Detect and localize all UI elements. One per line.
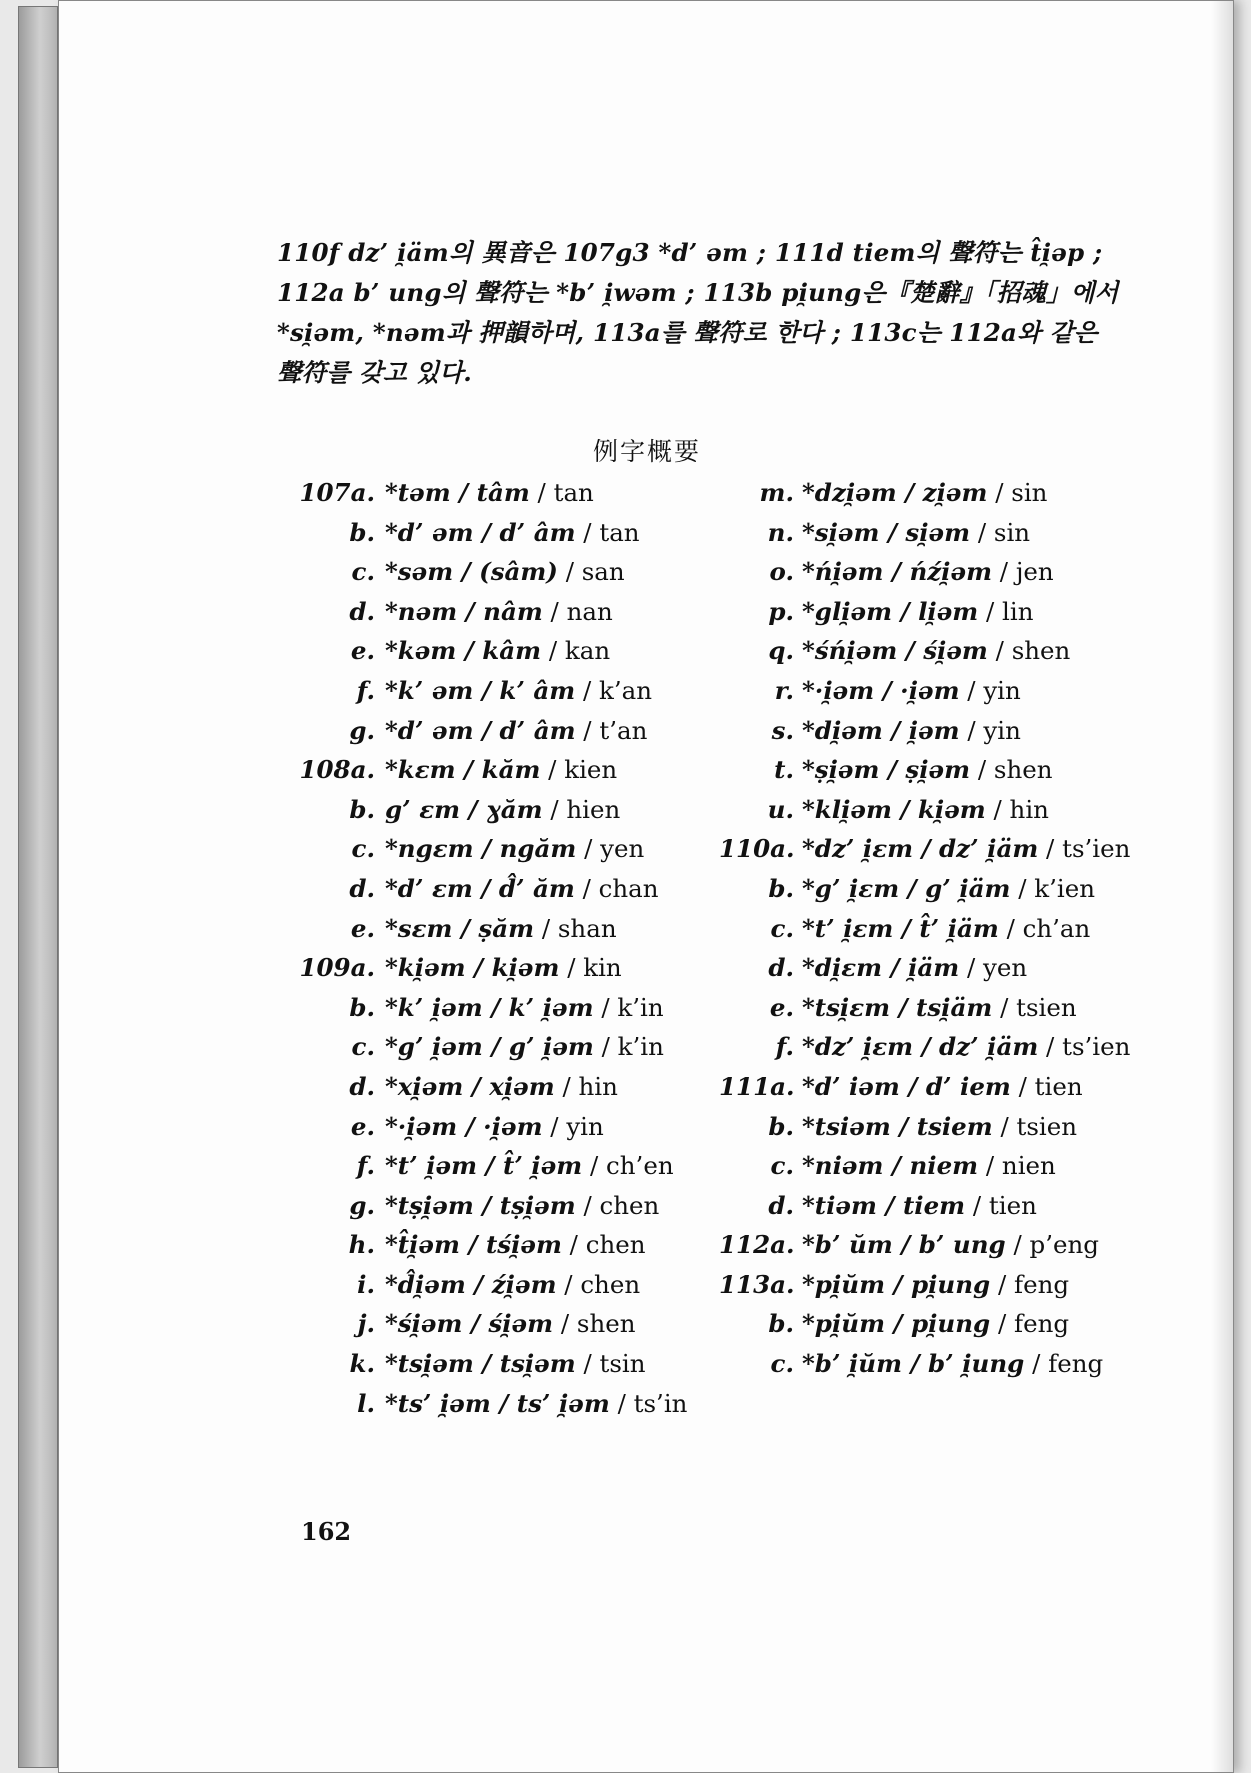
entry-row bbox=[719, 1107, 1189, 1147]
entry-reading: / k’an bbox=[575, 675, 653, 705]
entry-label: k. bbox=[349, 1349, 375, 1379]
entry-label: g. bbox=[349, 1190, 375, 1220]
entry-form: *ńi̯əm / ńźi̯əm bbox=[802, 557, 992, 587]
entry-reading: / tan bbox=[529, 478, 594, 507]
section-heading: 例字概要 bbox=[592, 437, 701, 466]
entry-row bbox=[289, 909, 739, 949]
entry-form: *g’ i̯ɛm / g’ i̯äm bbox=[802, 873, 1011, 903]
entry-reading: / tsin bbox=[575, 1349, 646, 1379]
entry-form: *·i̯əm / ·i̯əm bbox=[802, 675, 960, 705]
entry-label: m. bbox=[759, 478, 794, 507]
entry-label: d. bbox=[768, 1190, 794, 1220]
entry-reading: / feng bbox=[990, 1309, 1070, 1339]
entry-label: 112a. bbox=[719, 1230, 795, 1260]
entry-form: *t’ i̯əm / t̂’ i̯əm bbox=[385, 1151, 583, 1181]
entry-row bbox=[719, 1146, 1189, 1186]
entry-form: *tsiəm / tsiem bbox=[802, 1111, 993, 1141]
entry-reading: / yin bbox=[959, 715, 1021, 745]
entry-reading: / k’in bbox=[593, 992, 664, 1022]
entry-label: j. bbox=[357, 1309, 375, 1339]
entry-form: *ki̯əm / ki̯əm bbox=[385, 953, 560, 983]
entry-form: *g’ i̯əm / g’ i̯əm bbox=[385, 1032, 594, 1062]
entry-reading: / p’eng bbox=[1005, 1230, 1099, 1260]
entry-row bbox=[289, 1384, 739, 1424]
entry-reading: / yen bbox=[959, 953, 1028, 983]
entry-form: *təm / tâm bbox=[385, 478, 530, 507]
entry-label: d. bbox=[349, 1071, 375, 1101]
entry-reading: / feng bbox=[990, 1269, 1070, 1299]
entry-reading: / nien bbox=[978, 1151, 1056, 1181]
entry-form: *tiəm / tiem bbox=[802, 1190, 966, 1220]
entry-row bbox=[289, 790, 739, 830]
entry-reading: / nan bbox=[542, 596, 613, 626]
entry-reading: / shan bbox=[534, 913, 617, 943]
paragraph-line: *si̯əm, *nəm과 押韻하며, 113a를 聲符로 한다 ; 113c는 112a와 같은 bbox=[277, 318, 1098, 347]
entry-label: 111a. bbox=[719, 1071, 795, 1101]
entry-form: *k’ i̯əm / k’ i̯əm bbox=[385, 992, 594, 1022]
entry-row bbox=[719, 829, 1189, 869]
entry-row bbox=[719, 1265, 1189, 1305]
entry-row bbox=[719, 513, 1189, 553]
entry-row bbox=[719, 869, 1189, 909]
entry-form: *dz’ i̯ɛm / dz’ i̯äm bbox=[802, 834, 1039, 864]
entry-form: *śńi̯əm / śi̯əm bbox=[802, 636, 988, 666]
entry-reading: / feng bbox=[1024, 1349, 1104, 1379]
entry-row bbox=[719, 909, 1189, 949]
entry-label: e. bbox=[350, 913, 375, 943]
entry-row bbox=[719, 750, 1189, 790]
entry-reading: / shen bbox=[553, 1309, 636, 1339]
entry-reading: / chan bbox=[574, 873, 659, 903]
entry-row bbox=[719, 1186, 1189, 1226]
entry-label: i. bbox=[357, 1269, 375, 1299]
entry-row bbox=[289, 1225, 739, 1265]
entry-label: b. bbox=[768, 1309, 794, 1339]
entry-reading: / chen bbox=[561, 1230, 646, 1260]
entry-row bbox=[719, 631, 1189, 671]
entry-row bbox=[719, 790, 1189, 830]
entry-reading: / hien bbox=[542, 794, 621, 824]
entry-label: t. bbox=[774, 755, 794, 785]
entry-row bbox=[289, 1067, 739, 1107]
entry-form: *kəm / kâm bbox=[385, 636, 542, 666]
entries-left-column bbox=[289, 473, 739, 1423]
entry-row bbox=[289, 1146, 739, 1186]
entries-right-column bbox=[719, 473, 1189, 1384]
entry-reading: / tan bbox=[575, 517, 640, 547]
body-paragraph bbox=[277, 233, 1167, 393]
entry-label: d. bbox=[349, 596, 375, 626]
entry-reading: / hin bbox=[985, 794, 1049, 824]
entry-row bbox=[289, 948, 739, 988]
entry-form: *ṣi̯əm / ṣi̯əm bbox=[802, 755, 971, 785]
entry-row bbox=[719, 473, 1189, 513]
entry-row bbox=[289, 473, 739, 513]
entry-label: f. bbox=[775, 1032, 794, 1062]
entry-row bbox=[719, 1304, 1189, 1344]
entry-form: *xi̯əm / xi̯əm bbox=[385, 1071, 555, 1101]
entry-label: o. bbox=[769, 557, 794, 587]
entry-form: *d̂i̯əm / źi̯əm bbox=[385, 1269, 557, 1299]
entry-form: *tsi̯əm / tsi̯əm bbox=[385, 1349, 576, 1379]
entry-row bbox=[719, 671, 1189, 711]
entry-form: *d’ iəm / d’ iem bbox=[802, 1071, 1011, 1101]
entry-label: s. bbox=[771, 715, 794, 745]
entry-reading: / ch’an bbox=[998, 913, 1091, 943]
entry-label: f. bbox=[356, 1151, 375, 1181]
entry-label: b. bbox=[349, 517, 375, 547]
entry-form: *d’ əm / d’ âm bbox=[385, 517, 576, 547]
entry-row bbox=[289, 592, 739, 632]
entry-row bbox=[719, 1225, 1189, 1265]
entry-row bbox=[719, 592, 1189, 632]
entry-form: *səm / (sâm) bbox=[385, 557, 558, 587]
entry-label: d. bbox=[768, 953, 794, 983]
entry-reading: / lin bbox=[978, 596, 1034, 626]
entry-reading: / shen bbox=[987, 636, 1071, 666]
entry-label: p. bbox=[768, 596, 794, 626]
entry-form: *di̯əm / i̯əm bbox=[802, 715, 960, 745]
entry-form: *śi̯əm / śi̯əm bbox=[385, 1309, 554, 1339]
entry-row bbox=[289, 869, 739, 909]
entry-form: *ts’ i̯əm / ts’ i̯əm bbox=[385, 1388, 610, 1418]
entry-row bbox=[719, 1344, 1189, 1384]
entry-row bbox=[719, 552, 1189, 592]
entry-label: 113a. bbox=[719, 1269, 795, 1299]
entry-label: e. bbox=[769, 992, 794, 1022]
entry-row bbox=[289, 988, 739, 1028]
entry-reading: / tsien bbox=[992, 992, 1077, 1022]
entry-reading: / k’ien bbox=[1010, 873, 1096, 903]
entry-form: *b’ ŭm / b’ ung bbox=[802, 1230, 1006, 1260]
entry-form: *t̂i̯əm / tśi̯əm bbox=[385, 1230, 562, 1260]
entry-label: f. bbox=[356, 675, 375, 705]
entry-label: 110a. bbox=[719, 834, 795, 864]
entry-row bbox=[289, 552, 739, 592]
entry-row bbox=[719, 948, 1189, 988]
entry-reading: / kien bbox=[540, 755, 618, 785]
entry-row bbox=[719, 1067, 1189, 1107]
entry-reading: / ts’in bbox=[609, 1388, 688, 1418]
entry-form: *niəm / niem bbox=[802, 1151, 979, 1181]
entry-label: q. bbox=[768, 636, 794, 666]
entry-form: g’ ɛm / ɣăm bbox=[385, 794, 543, 824]
entry-form: *tṣi̯əm / tṣi̯əm bbox=[385, 1190, 576, 1220]
entry-label: c. bbox=[770, 1151, 794, 1181]
entry-label: d. bbox=[349, 873, 375, 903]
entry-label: b. bbox=[768, 1111, 794, 1141]
paragraph-line: 聲符를 갖고 있다. bbox=[277, 358, 472, 387]
entry-label: e. bbox=[350, 1111, 375, 1141]
entry-reading: / chen bbox=[575, 1190, 660, 1220]
entry-label: c. bbox=[770, 1349, 794, 1379]
entry-form: *b’ i̯ŭm / b’ i̯ung bbox=[802, 1349, 1025, 1379]
entry-form: *si̯əm / si̯əm bbox=[802, 517, 971, 547]
entry-reading: / jen bbox=[992, 557, 1054, 587]
entry-label: b. bbox=[349, 992, 375, 1022]
entry-row bbox=[289, 1265, 739, 1305]
paragraph-line: 110f dz’ i̯äm의 異音은 107g3 *d’ əm ; 111d tiem의 聲符는 t̂i̯əp ; bbox=[277, 238, 1103, 267]
entry-label: c. bbox=[351, 1032, 375, 1062]
entry-form: *t’ i̯ɛm / t̂’ i̯äm bbox=[802, 913, 999, 943]
entry-row bbox=[289, 1027, 739, 1067]
entry-label: b. bbox=[349, 794, 375, 824]
entry-reading: / ch’en bbox=[582, 1151, 674, 1181]
entry-reading: / yin bbox=[959, 675, 1021, 705]
entry-label: c. bbox=[351, 834, 375, 864]
entry-label: h. bbox=[348, 1230, 375, 1260]
entry-reading: / shen bbox=[970, 755, 1053, 785]
entry-reading: / yin bbox=[542, 1111, 604, 1141]
entry-form: *sɛm / ṣăm bbox=[385, 913, 535, 943]
entry-label: n. bbox=[767, 517, 794, 547]
entry-label: l. bbox=[357, 1388, 375, 1418]
entry-form: *pi̯ŭm / pi̯ung bbox=[802, 1269, 991, 1299]
entry-form: *gli̯əm / li̯əm bbox=[802, 596, 979, 626]
entry-form: *d’ əm / d’ âm bbox=[385, 715, 576, 745]
page-edge-shadow bbox=[1211, 1, 1233, 1772]
entry-label: 109a. bbox=[299, 953, 375, 983]
paragraph-line: 112a b’ ung의 聲符는 *b’ i̯wəm ; 113b pi̯ung은『楚辭』「招魂」에서 bbox=[277, 278, 1119, 307]
entry-row bbox=[289, 750, 739, 790]
entry-reading: / k’in bbox=[593, 1032, 664, 1062]
entry-reading: / sin bbox=[970, 517, 1031, 547]
entry-row bbox=[289, 631, 739, 671]
entry-form: *tsi̯ɛm / tsi̯äm bbox=[802, 992, 993, 1022]
entry-form: *ngɛm / ngăm bbox=[385, 834, 577, 864]
entry-form: *·i̯əm / ·i̯əm bbox=[385, 1111, 543, 1141]
entry-label: e. bbox=[350, 636, 375, 666]
entry-reading: / tsien bbox=[992, 1111, 1078, 1141]
entry-reading: / hin bbox=[554, 1071, 618, 1101]
entry-label: u. bbox=[767, 794, 794, 824]
entry-form: *pi̯ŭm / pi̯ung bbox=[802, 1309, 991, 1339]
entry-label: c. bbox=[770, 913, 794, 943]
entry-row bbox=[289, 513, 739, 553]
entry-row bbox=[289, 1107, 739, 1147]
entry-row bbox=[289, 829, 739, 869]
page-number: 162 bbox=[301, 1517, 352, 1546]
entry-label: c. bbox=[351, 557, 375, 587]
entry-reading: / kin bbox=[559, 953, 622, 983]
entry-label: 107a. bbox=[299, 478, 375, 507]
entry-form: *di̯ɛm / i̯äm bbox=[802, 953, 960, 983]
entry-form: *d’ ɛm / d̂’ ăm bbox=[385, 873, 575, 903]
entry-reading: / yen bbox=[576, 834, 645, 864]
entry-reading: / t’an bbox=[575, 715, 648, 745]
entry-label: r. bbox=[774, 675, 794, 705]
entry-form: *kli̯əm / ki̯əm bbox=[802, 794, 986, 824]
entry-reading: / sin bbox=[987, 478, 1048, 507]
entry-reading: / tien bbox=[1010, 1071, 1083, 1101]
entry-row bbox=[719, 711, 1189, 751]
entry-row bbox=[719, 1027, 1189, 1067]
entry-row bbox=[289, 1186, 739, 1226]
entry-row bbox=[719, 988, 1189, 1028]
book-page bbox=[58, 0, 1234, 1773]
entry-row bbox=[289, 671, 739, 711]
book-spine bbox=[18, 6, 58, 1768]
entry-label: g. bbox=[349, 715, 375, 745]
entry-row bbox=[289, 711, 739, 751]
entry-form: *nəm / nâm bbox=[385, 596, 543, 626]
entry-reading: / ts’ien bbox=[1038, 834, 1131, 864]
entry-reading: / san bbox=[557, 557, 625, 587]
entry-row bbox=[289, 1304, 739, 1344]
entry-form: *kɛm / kăm bbox=[385, 755, 541, 785]
entry-form: *dzi̯əm / zi̯əm bbox=[802, 478, 988, 507]
entry-form: *k’ əm / k’ âm bbox=[385, 675, 576, 705]
entry-label: 108a. bbox=[299, 755, 375, 785]
entry-reading: / ts’ien bbox=[1038, 1032, 1131, 1062]
entry-row bbox=[289, 1344, 739, 1384]
entry-reading: / tien bbox=[965, 1190, 1037, 1220]
entry-reading: / chen bbox=[556, 1269, 641, 1299]
entry-reading: / kan bbox=[541, 636, 611, 666]
entry-label: b. bbox=[768, 873, 794, 903]
entry-form: *dz’ i̯ɛm / dz’ i̯äm bbox=[802, 1032, 1039, 1062]
